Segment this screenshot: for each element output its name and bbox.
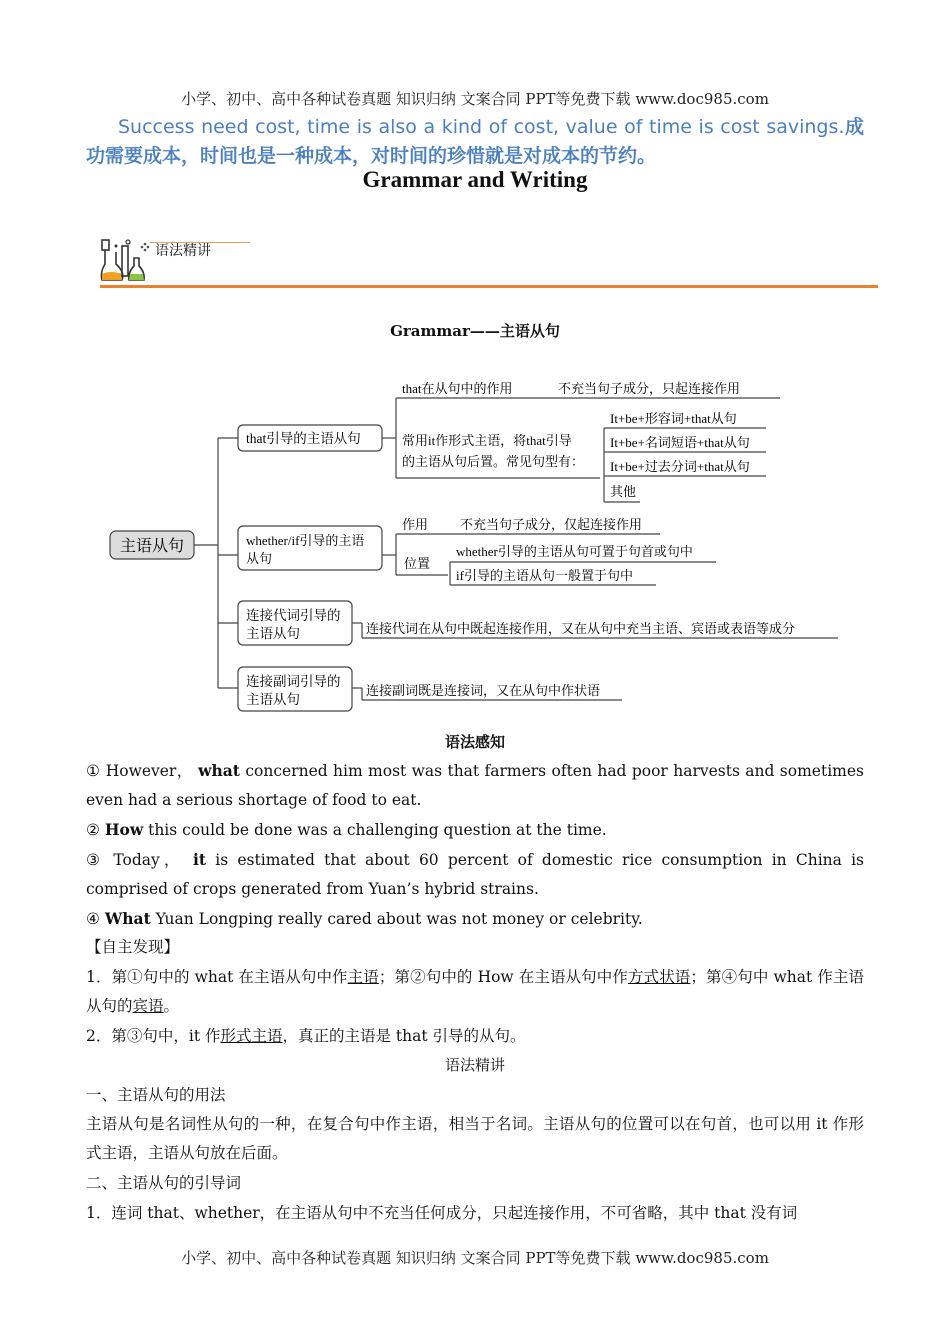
discovery-1	[86, 963, 864, 1021]
example-4-text: Yuan Longping really cared about was not money or celebrity.	[150, 910, 643, 928]
usage-paragraph-1: 主语从句是名词性从句的一种，在复合句中作主语，相当于名词。主语从句的位置可以在句首，也可以用 it 作形式主语，主语从句放在后面。	[86, 1115, 864, 1162]
example-1	[86, 756, 864, 815]
discovery-1-answer-1: 主语	[347, 968, 379, 986]
example-3-keyword: it	[193, 850, 207, 869]
section-divider	[100, 285, 878, 288]
example-2-number: ②	[86, 821, 100, 839]
example-3-number: ③	[86, 851, 105, 869]
mindmap-b2-r1-val: 不充当句子成分，仅起连接作用	[460, 517, 643, 532]
example-4-keyword: What	[104, 909, 151, 928]
mindmap-b1-r2-line2: 的主语从句后置。常见句型有：	[402, 454, 585, 469]
mindmap-b3-val: 连接代词在从句中既起连接作用，又在从句中充当主语、宾语或表语等成分	[366, 621, 796, 636]
discovery-2	[86, 1022, 864, 1051]
mindmap-b3-line1: 连接代词引导的	[246, 608, 341, 623]
example-4-number: ④	[86, 910, 100, 928]
discovery-1-d: 。	[163, 997, 180, 1015]
sparkle-icon	[140, 242, 150, 252]
mindmap-b4-line2: 主语从句	[246, 692, 300, 707]
mindmap-b4-val: 连接副词既是连接词，又在从句中作状语	[366, 683, 601, 698]
mindmap-b4-line1: 连接副词引导的	[246, 674, 341, 689]
example-3-text: is estimated that about 60 percent of domestic rice consumption in China is comprised of crops generated from Yuan’s hybrid strains.	[86, 851, 864, 898]
grammar-title: Grammar——主语从句	[390, 322, 560, 340]
mindmap-b1-r1-val: 不充当句子成分，只起连接作用	[558, 381, 741, 396]
mindmap-pattern1: It+be+形容词+that从句	[610, 411, 737, 426]
usage-paragraph-2: 1．连词 that、whether，在主语从句中不充当任何成分，只起连接作用，不可省略，其中 that 没有词	[86, 1204, 798, 1222]
mindmap-root: 主语从句	[119, 538, 185, 555]
mindmap-b2-line2: 从句	[246, 551, 273, 566]
example-2	[86, 815, 864, 845]
mindmap-b2-r2-label: 位置	[404, 556, 431, 571]
mindmap-b2-r1-label: 作用	[402, 517, 429, 532]
example-3-pre: Today，	[113, 851, 184, 869]
discovery-title: 【自主发现】	[86, 938, 180, 956]
discovery-2-answer: 形式主语	[220, 1027, 283, 1045]
usage-heading-1: 一、主语从句的用法	[86, 1086, 226, 1104]
example-1-number: ①	[86, 762, 101, 780]
example-1-text: concerned him most was that farmers often had poor harvests and sometimes even had a serious shortage of food to eat.	[86, 762, 864, 809]
section-label: 语法精讲	[155, 243, 211, 259]
mindmap-b2-r2-b: if引导的主语从句一般置于句中	[456, 568, 633, 583]
example-2-keyword: How	[104, 820, 144, 839]
lecture-title: 语法精讲	[444, 1056, 505, 1074]
usage-heading-2: 二、主语从句的引导词	[86, 1174, 242, 1192]
mindmap	[0, 370, 950, 720]
mindmap-b1-r2-line1: 常用it作形式主语，将that引导	[402, 433, 572, 448]
page-header: 小学、初中、高中各种试卷真题 知识归纳 文案合同 PPT等免费下载 www.doc985.com	[181, 90, 769, 108]
example-3	[86, 845, 864, 904]
discovery-1-a: 1．第①句中的 what 在主语从句中作	[86, 968, 348, 986]
discovery-1-answer-2: 方式状语	[627, 968, 691, 986]
mindmap-b1: that引导的主语从句	[246, 431, 361, 446]
example-4	[86, 904, 864, 934]
example-1-keyword: what	[198, 761, 240, 780]
perception-title: 语法感知	[444, 733, 505, 751]
motto	[86, 113, 864, 171]
page-footer: 小学、初中、高中各种试卷真题 知识归纳 文案合同 PPT等免费下载 www.doc985.com	[181, 1249, 769, 1267]
section-label-underline	[150, 242, 250, 243]
example-2-text: this could be done was a challenging question at the time.	[143, 821, 607, 839]
mindmap-b3-line2: 主语从句	[246, 626, 300, 641]
discovery-1-c: ；第④句中 what 作主语从句的	[86, 968, 864, 1015]
discovery-1-b: ；第②句中的 How 在主语从句中作	[378, 968, 628, 986]
mindmap-pattern4: 其他	[610, 484, 637, 499]
example-1-pre: However，	[105, 762, 193, 780]
mindmap-b2-r2-a: whether引导的主语从句可置于句首或句中	[456, 544, 693, 559]
discovery-2-b: ，真正的主语是 that 引导的从句。	[282, 1027, 526, 1045]
mindmap-b2-line1: whether/if引导的主语	[246, 533, 365, 548]
discovery-1-answer-3: 宾语	[132, 997, 164, 1015]
mindmap-b1-r1-label: that在从句中的作用	[402, 381, 513, 396]
mindmap-pattern3: It+be+过去分词+that从句	[610, 459, 750, 474]
motto-cn: 成功需要成本，时间也是一种成本，对时间的珍惜就是对成本的节约。	[86, 116, 864, 167]
document-title: Grammar and Writing	[362, 167, 588, 192]
motto-en: Success need cost, time is also a kind of cost, value of time is cost savings.	[118, 116, 845, 138]
discovery-2-a: 2．第③句中，it 作	[86, 1027, 221, 1045]
mindmap-pattern2: It+be+名词短语+that从句	[610, 435, 750, 450]
